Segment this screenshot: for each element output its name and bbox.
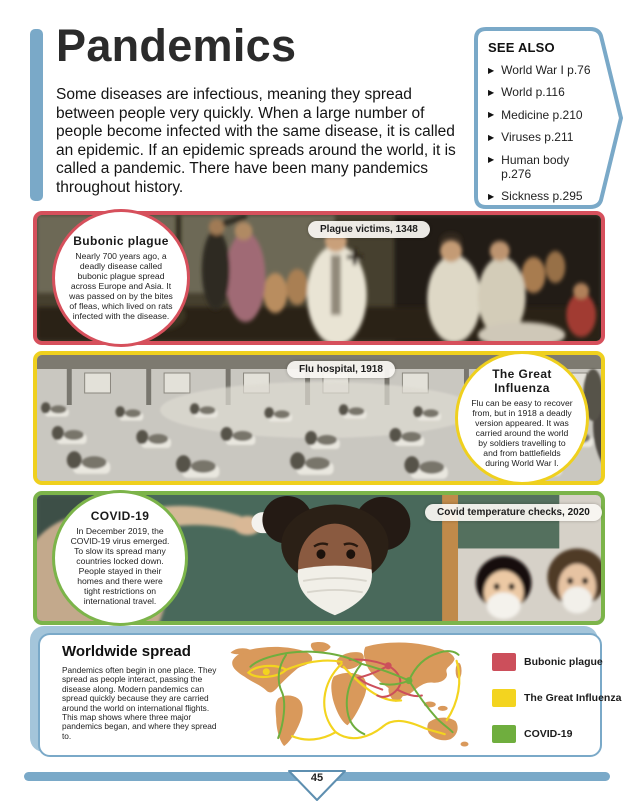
callout-great-influenza [455, 351, 589, 485]
see-also-item[interactable] [488, 189, 600, 203]
legend-swatch-covid [492, 725, 516, 743]
bullet-triangle-icon: ▶ [488, 110, 495, 120]
intro-paragraph: Some diseases are infectious, meaning they spread between people very quickly. When a large number of people become infected with the same disease, it is called an epidemic. If an epidemic spreads around the world, it is called a pandemic. There have been many pandemics throughout history. [56, 86, 456, 196]
callout-bubonic-plague [52, 209, 190, 347]
see-also-item[interactable] [488, 63, 600, 77]
photo-caption: Plague victims, 1348 [308, 221, 430, 238]
see-also-item[interactable] [488, 85, 600, 99]
see-also-item-label: Viruses p.211 [501, 130, 574, 145]
page-number: 45 [310, 772, 324, 784]
title-accent-bar [30, 29, 43, 201]
legend-swatch-influenza [492, 689, 516, 707]
influenza-origin-dot [263, 668, 270, 675]
callout-title: The Great Influenza [492, 366, 552, 395]
legend-label: COVID-19 [524, 728, 573, 740]
see-also-content [488, 40, 600, 212]
see-also-item-label: Sickness p.295 [501, 189, 583, 204]
see-also-item[interactable] [488, 130, 600, 144]
see-also-item[interactable] [488, 153, 600, 182]
worldwide-title: Worldwide spread [62, 643, 191, 660]
callout-text: In December 2019, the COVID-19 virus emerged. To slow its spread many countries locked down. People stayed in their homes and there were tight restrictions on international travel. [70, 526, 170, 607]
see-also-item-label: World War I p.76 [501, 63, 591, 77]
see-also-title: SEE ALSO [488, 40, 555, 55]
legend-row [492, 689, 622, 707]
worldwide-text: Pandemics often begin in one place. They spread as people interact, passing the disease along. Modern pandemics can spread quickly because they are carried around the world on international flights. This map shows where three major pandemics began, and where they spread to. [62, 665, 217, 741]
bullet-triangle-icon: ▶ [488, 87, 495, 97]
legend-label: Bubonic plague [524, 656, 603, 668]
covid-origin-dot [406, 677, 413, 684]
callout-title: Bubonic plague [73, 233, 169, 248]
photo-caption: Flu hospital, 1918 [287, 361, 395, 378]
callout-covid [52, 490, 188, 626]
bullet-triangle-icon: ▶ [488, 65, 495, 75]
bullet-triangle-icon: ▶ [488, 191, 495, 201]
see-also-item-label: Human body p.276 [501, 152, 570, 181]
callout-title: COVID-19 [90, 508, 150, 523]
legend-label: The Great Influenza [524, 692, 622, 704]
legend-row [492, 725, 600, 743]
legend-swatch-bubonic [492, 653, 516, 671]
see-also-item-label: Medicine p.210 [501, 107, 583, 122]
plague-origin-dot [385, 662, 392, 669]
callout-text: Flu can be easy to recover from, but in 1918 a deadly version appeared. It was carried around the world by soldiers travelling to and from battlefields during World War I. [471, 398, 573, 469]
world-map [224, 639, 482, 753]
worldwide-spread-box [38, 633, 622, 757]
map-legend [492, 653, 622, 761]
page-title: Pandemics [56, 20, 297, 71]
see-also-item-label: World p.116 [501, 85, 565, 100]
callout-text: Nearly 700 years ago, a deadly disease called bubonic plague spread across Europe and Asia. It was passed on by the bites of fleas, which lived on rats infected with the disease. [69, 251, 173, 322]
photo-caption: Covid temperature checks, 2020 [425, 504, 602, 521]
see-also-box [472, 26, 626, 210]
bullet-triangle-icon: ▶ [488, 155, 495, 165]
see-also-item[interactable] [488, 108, 600, 122]
legend-row [492, 653, 603, 671]
bullet-triangle-icon: ▶ [488, 132, 495, 142]
page-number-marker [287, 769, 347, 803]
